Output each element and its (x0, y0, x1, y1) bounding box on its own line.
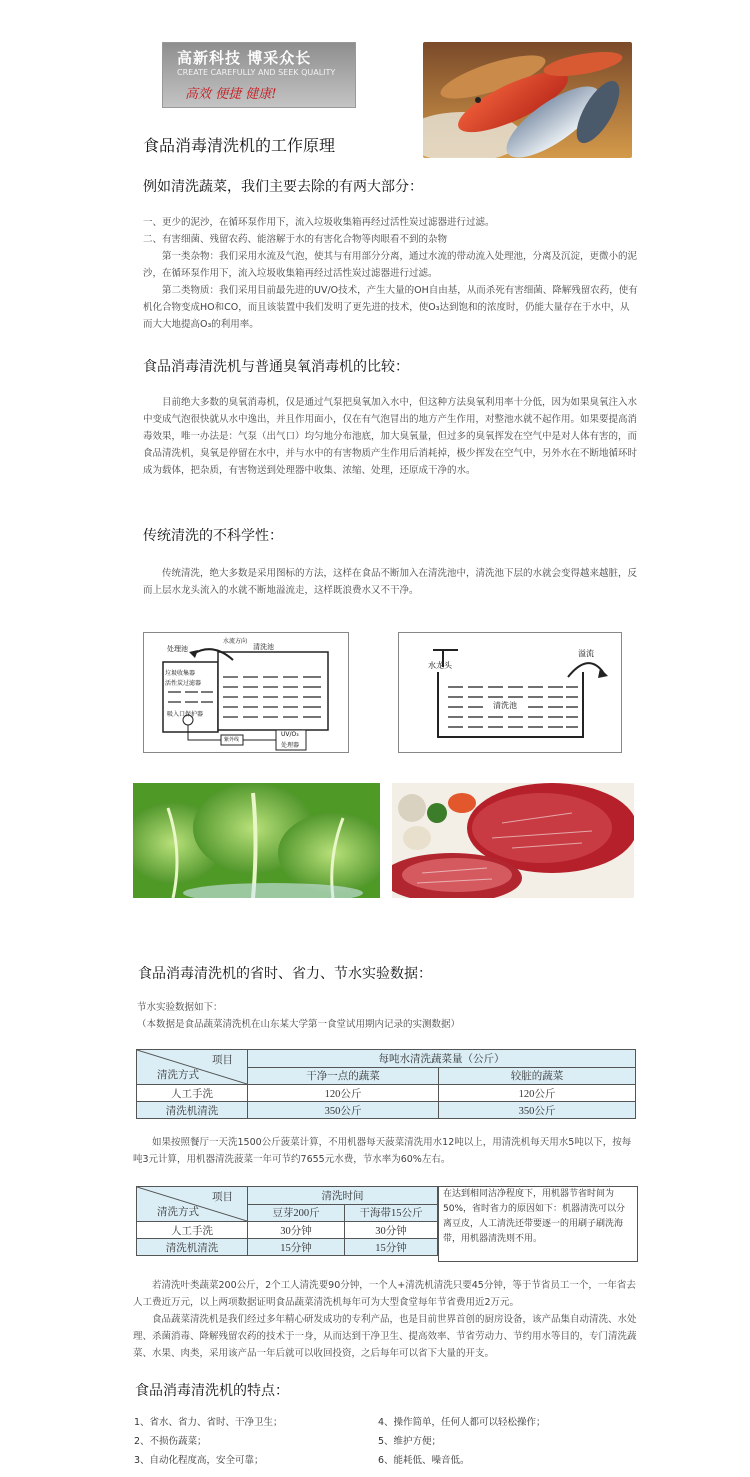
label-processor: 处理器 (281, 742, 300, 749)
table1-corner-bottom: 清洗方式 (157, 1070, 199, 1081)
label-process-pool: 处理池 (167, 645, 188, 653)
table1-row1-label: 人工手洗 (137, 1085, 248, 1102)
data-intro (137, 999, 637, 1033)
overflow-diagram (398, 632, 622, 753)
water-para: 如果按照餐厅一天洗1500公斤菠菜计算，不用机器每天菠菜清洗用水12吨以上，用清洗机每天用水5吨以下，按每吨3元计算，用机器清洗菠菜一年可节约7655元水费，节水率为60%左右。 (133, 1137, 632, 1165)
label-inlet: 吸入口保护器 (167, 711, 204, 718)
table2-col1: 豆芽200斤 (248, 1204, 345, 1222)
table1-row1-v1: 120公斤 (248, 1085, 439, 1102)
table2-note: 在达到相同洁净程度下，用机器节省时间为50%，省时省力的原因如下：机器清洗可以分离豆皮，人工清洗还带要逐一的用刷子刷洗海带，用机器清洗则不用。 (438, 1186, 638, 1262)
feature-item: 1、省水、省力、省时、干净卫生； (134, 1417, 283, 1428)
label-uv: UV/O₃ (281, 731, 299, 738)
features-right (378, 1414, 546, 1471)
label-filter: 活性炭过滤器 (165, 680, 202, 687)
feature-item: 5、维护方便； (378, 1436, 442, 1447)
table2-row2-v1: 15分钟 (248, 1239, 345, 1256)
circulation-diagram (143, 632, 349, 753)
feature-item: 6、能耗低、噪音低。 (378, 1455, 470, 1466)
water-saving-table (136, 1049, 636, 1119)
table1-row2-v1: 350公斤 (248, 1102, 439, 1119)
table2-col2: 干海带15公斤 (345, 1204, 438, 1222)
labor-para-2: 食品蔬菜清洗机是我们经过多年精心研发成功的专利产品，也是目前世界首创的厨房设备，该产品集自动清洗、水处理、杀菌消毒、降解残留农药的技术于一身，从而达到干净卫生、提高效率、节省劳动力、节约用水等目的，专门清洗蔬菜、水果、肉类，采用该产品一年后就可以收回投资，之后每年可以省下大量的开支。 (133, 1314, 637, 1359)
table1-col1: 干净一点的蔬菜 (248, 1067, 439, 1085)
table-row (137, 1222, 438, 1239)
table1-corner-top: 项目 (212, 1055, 233, 1066)
table2-row1-v1: 30分钟 (248, 1222, 345, 1239)
table2-corner-top: 项目 (212, 1192, 233, 1203)
brand-motto: 高效 便捷 健康! (185, 87, 277, 102)
brand-slogan: 高新科技 博采众长 (177, 49, 312, 67)
fish-photo (423, 42, 632, 158)
compare-para: 目前绝大多数的臭氧消毒机，仅是通过气泵把臭氧加入水中，但这种方法臭氧利用率十分低，因为如果臭氧注入水中变成气泡很快就从水中逸出，并且作用面小，仅在有气泡冒出的地方产生作用，对整池水就不起作用。如果要提高消毒效果，唯一办法是：气泵（出气口）均匀地分布池底，加大臭氧量，但过多的臭氧挥发在空气中是对人体有害的，而食品清洗机，臭氧是停留在水中，并与水中的有害物质产生作用后消耗掉，极少挥发在空气中，另外水在不断地循环时成为载体，把杂质，有害物送到处理器中收集、浓缩、处理，还原成干净的水。 (143, 397, 638, 476)
table2-row2-v2: 15分钟 (345, 1239, 438, 1256)
feature-item: 4、操作简单，任何人都可以轻松操作； (378, 1417, 546, 1428)
label-flow-direction: 水流方向 (223, 638, 248, 645)
meat-photo (392, 783, 634, 898)
data-intro-1: 节水实验数据如下： (137, 1002, 223, 1013)
label-overflow: 溢流 (578, 649, 594, 658)
table1-row1-v2: 120公斤 (439, 1085, 636, 1102)
table1-corner (137, 1050, 248, 1085)
feature-item: 3、自动化程度高，安全可靠； (134, 1455, 264, 1466)
heading-data: 食品消毒清洗机的省时、省力、节水实验数据： (138, 966, 432, 982)
heading-traditional: 传统清洗的不科学性： (143, 528, 283, 544)
feature-item: 2、不损伤蔬菜； (134, 1436, 207, 1447)
table1-col2: 较脏的蔬菜 (439, 1067, 636, 1085)
table2-corner (137, 1187, 248, 1222)
table-row (137, 1239, 438, 1256)
label-wash-pool: 清洗池 (493, 701, 517, 710)
label-tap: 水龙头 (428, 661, 452, 670)
brand-tagline: CREATE CAREFULLY AND SEEK QUALITY (177, 68, 336, 77)
table2-row1-label: 人工手洗 (137, 1222, 248, 1239)
data-intro-2: （本数据是食品蔬菜清洗机在山东某大学第一食堂试用期内记录的实测数据） (137, 1019, 461, 1030)
table1-row2-v2: 350公斤 (439, 1102, 636, 1119)
label-clean-pool: 清洗池 (253, 643, 274, 651)
labor-para-1: 若清洗叶类蔬菜200公斤，2个工人清洗要90分钟，一个人+清洗机清洗只要45分钟，等于节省员工一个，一年省去人工费近万元，以上两项数据证明食品蔬菜清洗机每年可为大型食堂每年节省费用近2万元。 (133, 1280, 636, 1308)
table1-row2-label: 清洗机清洗 (137, 1102, 248, 1119)
label-trash-box: 垃圾收集器 (165, 670, 196, 677)
table-row (137, 1102, 636, 1119)
example-para-3: 第一类杂物：我们采用水流及气泡，使其与有用部分分离，通过水流的带动流入处理池，分离及沉淀，更微小的泥沙，在循环泵作用下，流入垃圾收集箱再经过活性炭过滤器进行过滤。 (143, 251, 638, 279)
traditional-para: 传统清洗，绝大多数是采用图标的方法，这样在食品不断加入在清洗池中，清洗池下层的水就会变得越来越脏，反而上层水龙头流入的水就不断地溢流走，这样既浪费水又不干净。 (143, 568, 638, 596)
table2-corner-bottom: 清洗方式 (157, 1207, 199, 1218)
table-row (137, 1085, 636, 1102)
table2-group-header: 清洗时间 (248, 1187, 438, 1205)
label-uv-lamp: 紫外线 (224, 737, 240, 743)
table2-row2-label: 清洗机清洗 (137, 1239, 248, 1256)
heading-example: 例如清洗蔬菜，我们主要去除的有两大部分： (143, 179, 423, 195)
heading-compare: 食品消毒清洗机与普通臭氧消毒机的比较： (143, 359, 409, 375)
table2-row1-v2: 30分钟 (345, 1222, 438, 1239)
example-section (143, 214, 639, 333)
page-title: 食品消毒清洗机的工作原理 (143, 136, 336, 155)
lettuce-photo (133, 783, 380, 898)
heading-features: 食品消毒清洗机的特点： (135, 1383, 289, 1399)
example-line-2: 二、有害细菌、残留农药、能溶解于水的有害化合物等肉眼看不到的杂物 (143, 234, 448, 245)
example-para-4: 第二类物质：我们采用目前最先进的UV/O技术，产生大量的OH自由基，从而杀死有害细菌、降解残留农药，使有机化合物变成HO和CO，而且该装置中我们发明了更先进的技术，使O₃达到饱和的浓度时，仍能大量存在于水中，从而大大地提高O₃的利用率。 (143, 285, 638, 330)
example-line-1: 一、更少的泥沙，在循环泵作用下，流入垃圾收集箱再经过活性炭过滤器进行过滤。 (143, 217, 495, 228)
time-saving-table (136, 1186, 438, 1256)
features-left (134, 1414, 283, 1471)
brand-banner (162, 42, 356, 108)
table1-group-header: 每吨水清洗蔬菜量（公斤） (248, 1050, 636, 1068)
